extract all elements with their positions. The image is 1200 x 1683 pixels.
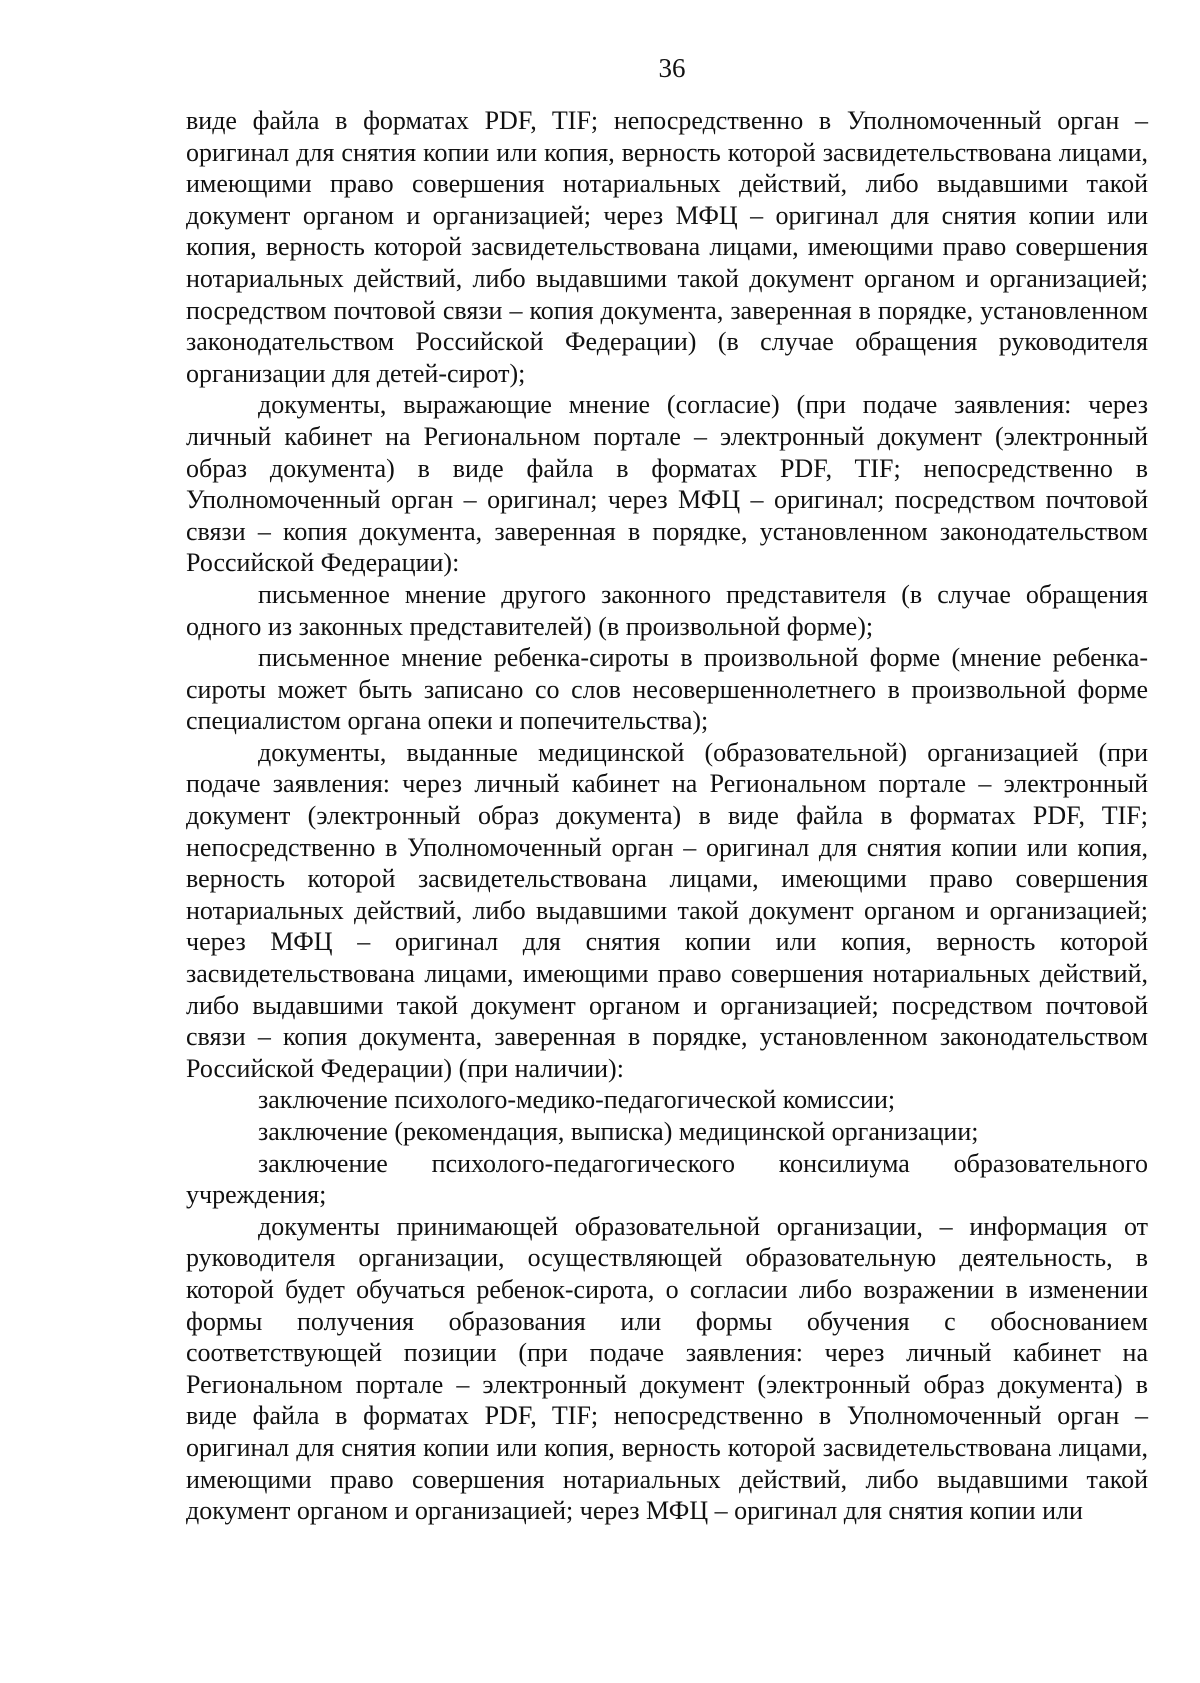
paragraph-medical-conclusion: заключение (рекомендация, выписка) медицинской организации; xyxy=(258,1117,979,1146)
paragraph-pmpk-conclusion: заключение психолого-медико-педагогической комиссии; xyxy=(258,1085,896,1115)
paragraph-opinion-documents: документы, выражающие мнение (согласие) (при подаче заявления: через личный кабинет на Региональном портале – электронный документ (электронный образ документа) в виде файла в форматах PDF, TIF; непосредственно в Уполномоченный орган – оригинал; через МФЦ – оригинал; посредством почтовой связи – копия документа, заверенная в порядке, установленном законодательством Российской Федерации): xyxy=(186,390,1148,578)
page-number: 36 xyxy=(658,53,686,83)
paragraph-representative-opinion: письменное мнение другого законного представителя (в случае обращения одного из законных представителей) (в произвольной форме); xyxy=(186,579,1148,641)
paragraph-orphan-opinion: письменное мнение ребенка-сироты в произвольной форме (мнение ребенка-сироты может быть записано со слов несовершеннолетнего в произвольной форме специалистом органа опеки и попечительства); xyxy=(186,643,1148,736)
document-body xyxy=(186,105,1148,1527)
paragraph-medical-documents: документы, выданные медицинской (образовательной) организацией (при подаче заявления: через личный кабинет на Региональном портале – электронный документ (электронный образ документа) в виде файла в форматах PDF, TIF; непосредственно в Уполномоченный орган – оригинал для снятия копии или копия, верность которой засвидетельствована лицами, имеющими право совершения нотариальных действий, либо выдавшими такой документ органом и организацией; через МФЦ – оригинал для снятия копии или копия, верность которой засвидетельствована лицами, имеющими право совершения нотариальных действий, либо выдавшими такой документ органом и организацией; посредством почтовой связи – копия документа, заверенная в порядке, установленном законодательством Российской Федерации) (при наличии): xyxy=(186,737,1148,1083)
paragraph-receiving-organization: документы принимающей образовательной организации, – информация от руководителя организации, осуществляющей образовательную деятельность, в которой будет обучаться ребенок-сирота, о согласии либо возражении в изменении формы получения образования или формы обучения с обоснованием соответствующей позиции (при подаче заявления: через личный кабинет на Региональном портале – электронный документ (электронный образ документа) в виде файла в форматах PDF, TIF; непосредственно в Уполномоченный орган – оригинал для снятия копии или копия, верность которой засвидетельствована лицами, имеющими право совершения нотариальных действий, либо выдавшими такой документ органом и организацией; через МФЦ – оригинал для снятия копии или xyxy=(186,1211,1148,1526)
paragraph-continuation: виде файла в форматах PDF, TIF; непосредственно в Уполномоченный орган – оригинал для снятия копии или копия, верность которой засвидетельствована лицами, имеющими право совершения нотариальных действий, либо выдавшими такой документ органом и организацией; через МФЦ – оригинал для снятия копии или копия, верность которой засвидетельствована лицами, имеющими право совершения нотариальных действий, либо выдавшими такой документ органом и организацией; посредством почтовой связи – копия документа, заверенная в порядке, установленном законодательством Российской Федерации) (в случае обращения руководителя организации для детей-сирот); xyxy=(186,106,1148,388)
paragraph-consilium-conclusion: заключение психолого-педагогического консилиума образовательного учреждения; xyxy=(186,1148,1148,1210)
